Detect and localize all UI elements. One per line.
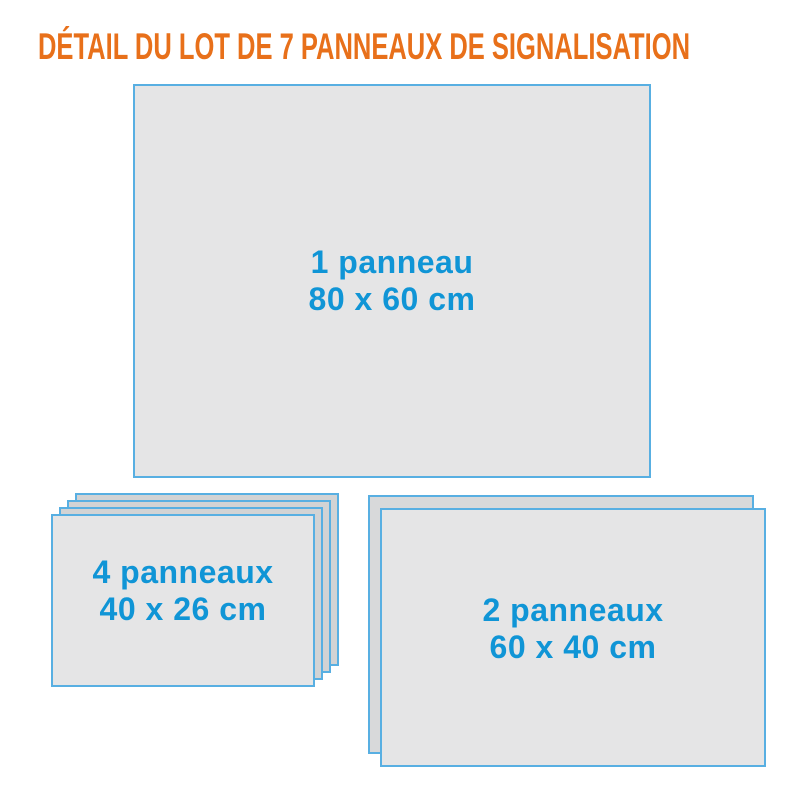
panel-60x40-front	[380, 508, 766, 767]
panel-80x60-size-label: 80 x 60 cm	[308, 281, 476, 317]
panel-60x40-label	[382, 501, 764, 756]
panel-80x60	[133, 84, 651, 478]
panel-40x26-count-label: 4 panneaux	[92, 553, 274, 590]
panel-40x26-size-label: 40 x 26 cm	[99, 590, 267, 627]
panel-80x60-label	[135, 86, 649, 476]
panel-80x60-count-label: 1 panneau	[310, 244, 474, 280]
panel-60x40-size-label: 60 x 40 cm	[489, 628, 657, 665]
panel-60x40-count-label: 2 panneaux	[482, 591, 664, 628]
page-title: DÉTAIL DU LOT DE 7 PANNEAUX DE SIGNALISATION	[38, 26, 691, 67]
panel-40x26-front	[51, 514, 315, 687]
panel-40x26-label	[53, 506, 313, 675]
